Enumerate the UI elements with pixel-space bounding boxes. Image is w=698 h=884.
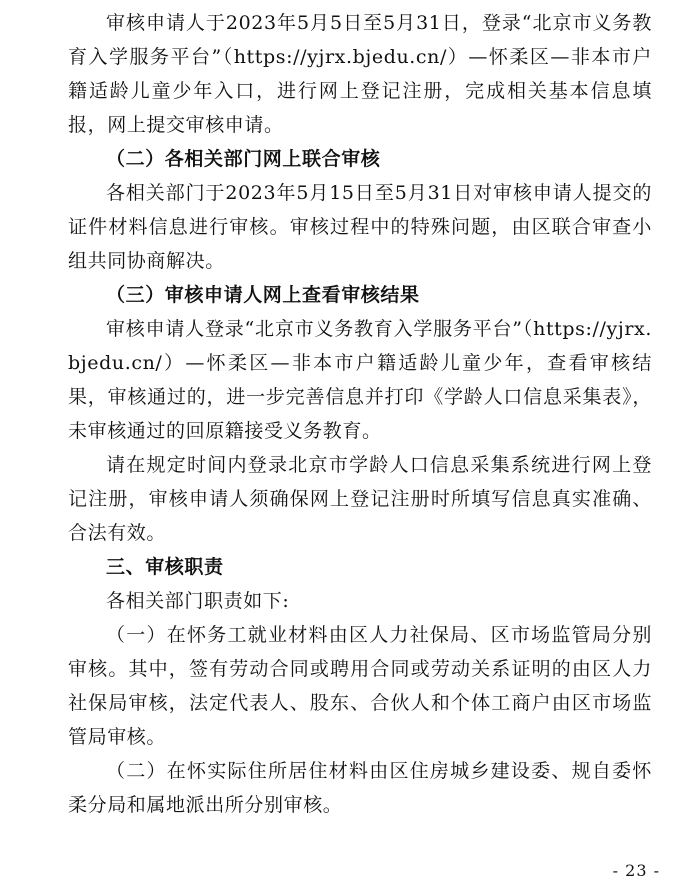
subheading-joint-review: （二）各相关部门网上联合审核	[106, 148, 381, 170]
document-body	[68, 6, 652, 822]
paragraph-employment-review: （一）在怀务工就业材料由区人力社保局、区市场监管局分别审核。其中，签有劳动合同或聘用合同或劳动关系证明的由区人力社保局审核，法定代表人、股东、合伙人和个体工商户由区市场监管局审核。	[68, 624, 652, 748]
section-heading-review-duties: 三、审核职责	[106, 556, 224, 578]
paragraph-joint-review: 各相关部门于2023年5月15日至5月31日对审核申请人提交的证件材料信息进行审核。审核过程中的特殊问题，由区联合审查小组共同协商解决。	[68, 182, 652, 272]
subheading-check-results: （三）审核申请人网上查看审核结果	[106, 284, 420, 306]
paragraph-check-results: 审核申请人登录“北京市义务教育入学服务平台”（https://yjrx.bjedu.cn/）—怀柔区—非本市户籍适龄儿童少年，查看审核结果，审核通过的，进一步完善信息并打印《学龄人口信息采集表》，未审核通过的回原籍接受义务教育。	[68, 318, 652, 442]
page-number: - 23 -	[612, 861, 660, 880]
paragraph-duties-intro: 各相关部门职责如下:	[106, 590, 290, 612]
paragraph-apply-online: 审核申请人于2023年5月5日至5月31日，登录“北京市义务教育入学服务平台”（https://yjrx.bjedu.cn/）—怀柔区—非本市户籍适龄儿童少年入口，进行网上登记注册，完成相关基本信息填报，网上提交审核申请。	[68, 12, 652, 136]
paragraph-residence-review: （二）在怀实际住所居住材料由区住房城乡建设委、规自委怀柔分局和属地派出所分别审核。	[68, 760, 652, 816]
paragraph-registration-notice: 请在规定时间内登录北京市学龄人口信息采集系统进行网上登记注册，审核申请人须确保网上登记注册时所填写信息真实准确、合法有效。	[68, 454, 652, 544]
